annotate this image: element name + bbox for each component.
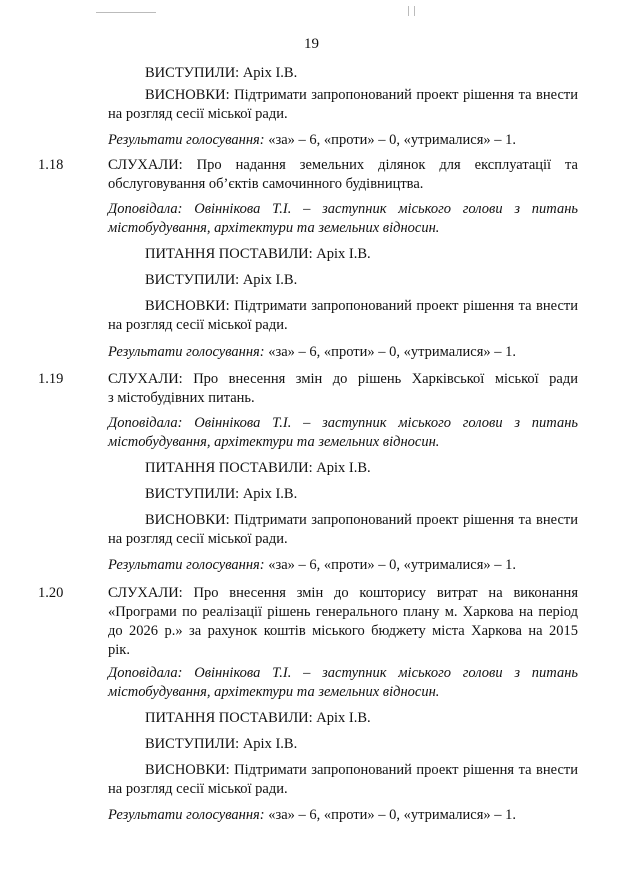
conclusion-text-2: на розгляд сесії міської ради. xyxy=(108,317,288,333)
voting-values: «за» – 6, «проти» – 0, «утрималися» – 1. xyxy=(268,132,516,148)
speakers-line: ВИСТУПИЛИ: Аріх І.В. xyxy=(145,272,298,288)
heard-line: до 2026 р.» за рахунок коштів міського бюджету міста Харкова на 2015 xyxy=(108,623,578,639)
conclusion-line xyxy=(108,297,578,316)
item-number: 1.20 xyxy=(38,585,64,601)
speakers-line: ВИСТУПИЛИ: Аріх І.В. xyxy=(145,486,298,502)
page-number: 19 xyxy=(304,36,319,52)
conclusion-line xyxy=(108,511,578,530)
scan-artifact xyxy=(96,12,156,13)
conclusion-text-1: ВИСНОВКИ: Підтримати запропонований проект рішення та внести xyxy=(145,298,578,314)
questions-line: ПИТАННЯ ПОСТАВИЛИ: Аріх І.В. xyxy=(145,710,371,726)
item-number: 1.19 xyxy=(38,371,64,387)
heard-line: з містобудівних питань. xyxy=(108,390,255,406)
voting-label: Результати голосування: xyxy=(108,807,265,823)
reporter-line: містобудування, архітектури та земельних відносин. xyxy=(108,684,440,700)
heard-line: «Програми по реалізації рішень генерального плану м. Харкова на період xyxy=(108,604,578,620)
conclusion-text-2: на розгляд сесії міської ради. xyxy=(108,106,288,122)
conclusion-line xyxy=(108,761,578,780)
conclusion-text-1: ВИСНОВКИ: Підтримати запропонований проект рішення та внести xyxy=(145,762,578,778)
reporter-line: Доповідала: Овіннікова Т.І. – заступник міського голови з питань xyxy=(108,201,578,217)
questions-line: ПИТАННЯ ПОСТАВИЛИ: Аріх І.В. xyxy=(145,246,371,262)
conclusion-text-1: ВИСНОВКИ: Підтримати запропонований проект рішення та внести xyxy=(145,87,578,103)
reporter-line: Доповідала: Овіннікова Т.І. – заступник міського голови з питань xyxy=(108,415,578,431)
scan-artifact xyxy=(414,6,415,16)
conclusion-text-1: ВИСНОВКИ: Підтримати запропонований проект рішення та внести xyxy=(145,512,578,528)
reporter-line: Доповідала: Овіннікова Т.І. – заступник міського голови з питань xyxy=(108,665,578,681)
speakers-line: ВИСТУПИЛИ: Аріх І.В. xyxy=(145,65,298,81)
conclusion-text-2: на розгляд сесії міської ради. xyxy=(108,531,288,547)
voting-label: Результати голосування: xyxy=(108,132,265,148)
voting-values: «за» – 6, «проти» – 0, «утрималися» – 1. xyxy=(268,344,516,360)
item-number: 1.18 xyxy=(38,157,64,173)
heard-line: рік. xyxy=(108,642,130,658)
voting-values: «за» – 6, «проти» – 0, «утрималися» – 1. xyxy=(268,807,516,823)
heard-line: обслуговування об’єктів самочинного будівництва. xyxy=(108,176,424,192)
heard-line: СЛУХАЛИ: Про надання земельних ділянок для експлуатації та xyxy=(108,157,578,173)
conclusion-text-2: на розгляд сесії міської ради. xyxy=(108,781,288,797)
voting-results xyxy=(108,806,516,825)
speakers-line: ВИСТУПИЛИ: Аріх І.В. xyxy=(145,736,298,752)
voting-values: «за» – 6, «проти» – 0, «утрималися» – 1. xyxy=(268,557,516,573)
reporter-line: містобудування, архітектури та земельних відносин. xyxy=(108,220,440,236)
conclusion-line xyxy=(108,86,578,105)
voting-results xyxy=(108,556,516,575)
voting-results xyxy=(108,343,516,362)
scan-artifact xyxy=(408,6,409,16)
reporter-line: містобудування, архітектури та земельних відносин. xyxy=(108,434,440,450)
heard-line: СЛУХАЛИ: Про внесення змін до рішень Харківської міської ради xyxy=(108,371,578,387)
questions-line: ПИТАННЯ ПОСТАВИЛИ: Аріх І.В. xyxy=(145,460,371,476)
voting-label: Результати голосування: xyxy=(108,557,265,573)
voting-label: Результати голосування: xyxy=(108,344,265,360)
voting-results xyxy=(108,131,516,150)
heard-line: СЛУХАЛИ: Про внесення змін до кошторису витрат на виконання xyxy=(108,585,578,601)
